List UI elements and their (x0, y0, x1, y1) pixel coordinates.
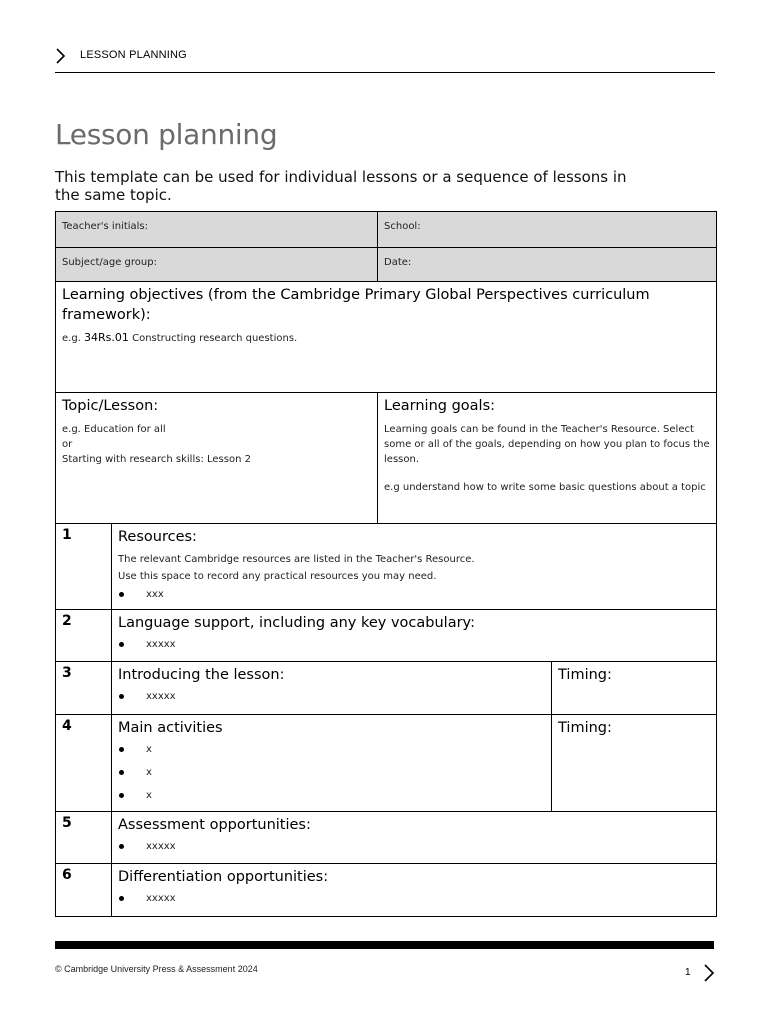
language-support-heading: Language support, including any key vocabulary: (118, 615, 475, 631)
bullet-icon (119, 844, 124, 849)
introducing-lesson-heading: Introducing the lesson: (118, 667, 285, 683)
topic-example-1: e.g. Education for all (62, 424, 166, 435)
differentiation-cell[interactable] (112, 864, 717, 917)
section-number: 1 (56, 524, 112, 610)
header-label: LESSON PLANNING (80, 49, 187, 61)
list-item: xxxxx (118, 633, 710, 656)
bullet-icon (119, 694, 124, 699)
section-number: 6 (56, 864, 112, 917)
date-label: Date: (384, 257, 412, 268)
page-header (55, 46, 715, 73)
school-field[interactable] (378, 212, 717, 248)
bullet-icon (119, 896, 124, 901)
next-page-chevron-icon[interactable] (703, 964, 715, 982)
list-item: xxx (118, 584, 710, 604)
topic-lesson-cell[interactable] (56, 393, 378, 524)
list-item: x (118, 784, 545, 807)
learning-objectives-example: e.g. 34Rs.01 Constructing research questions. (62, 331, 298, 344)
intro-text: This template can be used for individual lessons or a sequence of lessons in the same topic. (55, 168, 627, 204)
bullet-icon (119, 592, 124, 597)
main-activities-cell[interactable] (112, 715, 552, 812)
list-item: x (118, 738, 545, 761)
resources-cell[interactable] (112, 524, 717, 610)
assessment-heading: Assessment opportunities: (118, 817, 311, 833)
section-number: 2 (56, 610, 112, 662)
page-title: Lesson planning (55, 118, 278, 151)
list-item: xxxxx (118, 887, 710, 910)
differentiation-heading: Differentiation opportunities: (118, 869, 329, 885)
date-field[interactable] (378, 248, 717, 282)
learning-objectives-cell[interactable] (56, 282, 717, 393)
language-support-cell[interactable] (112, 610, 717, 662)
bullet-icon (119, 642, 124, 647)
list-item: xxxxx (118, 835, 710, 858)
lesson-plan-table (55, 211, 717, 917)
list-item: xxxxx (118, 685, 545, 708)
main-activities-timing-cell[interactable] (552, 715, 717, 812)
list-item: x (118, 761, 545, 784)
timing-label: Timing: (558, 667, 612, 683)
subject-age-field[interactable] (56, 248, 378, 282)
learning-goals-heading: Learning goals: (384, 398, 496, 414)
chevron-right-icon (55, 48, 67, 64)
school-label: School: (384, 221, 421, 232)
timing-label: Timing: (558, 720, 612, 736)
page-number: 1 (685, 967, 691, 978)
resources-line-1: The relevant Cambridge resources are listed in the Teacher's Resource. (118, 554, 475, 565)
learning-goals-cell[interactable] (378, 393, 717, 524)
assessment-cell[interactable] (112, 812, 717, 864)
footer-divider (55, 941, 714, 949)
topic-lesson-heading: Topic/Lesson: (62, 398, 159, 414)
main-activities-heading: Main activities (118, 720, 223, 736)
section-number: 5 (56, 812, 112, 864)
introducing-timing-cell[interactable] (552, 662, 717, 715)
resources-line-2: Use this space to record any practical resources you may need. (118, 571, 437, 582)
copyright-text: © Cambridge University Press & Assessment 2024 (55, 964, 258, 974)
learning-goals-text: Learning goals can be found in the Teacher's Resource. Select some or all of the goals, depending on how you plan to focus the lesson. (384, 424, 710, 465)
bullet-icon (119, 770, 124, 775)
subject-age-label: Subject/age group: (62, 257, 157, 268)
introducing-lesson-cell[interactable] (112, 662, 552, 715)
bullet-icon (119, 747, 124, 752)
learning-goals-example: e.g understand how to write some basic questions about a topic (384, 482, 706, 493)
learning-objectives-heading: Learning objectives (from the Cambridge Primary Global Perspectives curriculum framework): (62, 287, 650, 323)
bullet-icon (119, 793, 124, 798)
topic-example-2: or (62, 439, 73, 450)
teacher-initials-field[interactable] (56, 212, 378, 248)
section-number: 4 (56, 715, 112, 812)
teacher-initials-label: Teacher's initials: (62, 221, 149, 232)
section-number: 3 (56, 662, 112, 715)
topic-example-3: Starting with research skills: Lesson 2 (62, 454, 251, 465)
resources-heading: Resources: (118, 529, 197, 545)
